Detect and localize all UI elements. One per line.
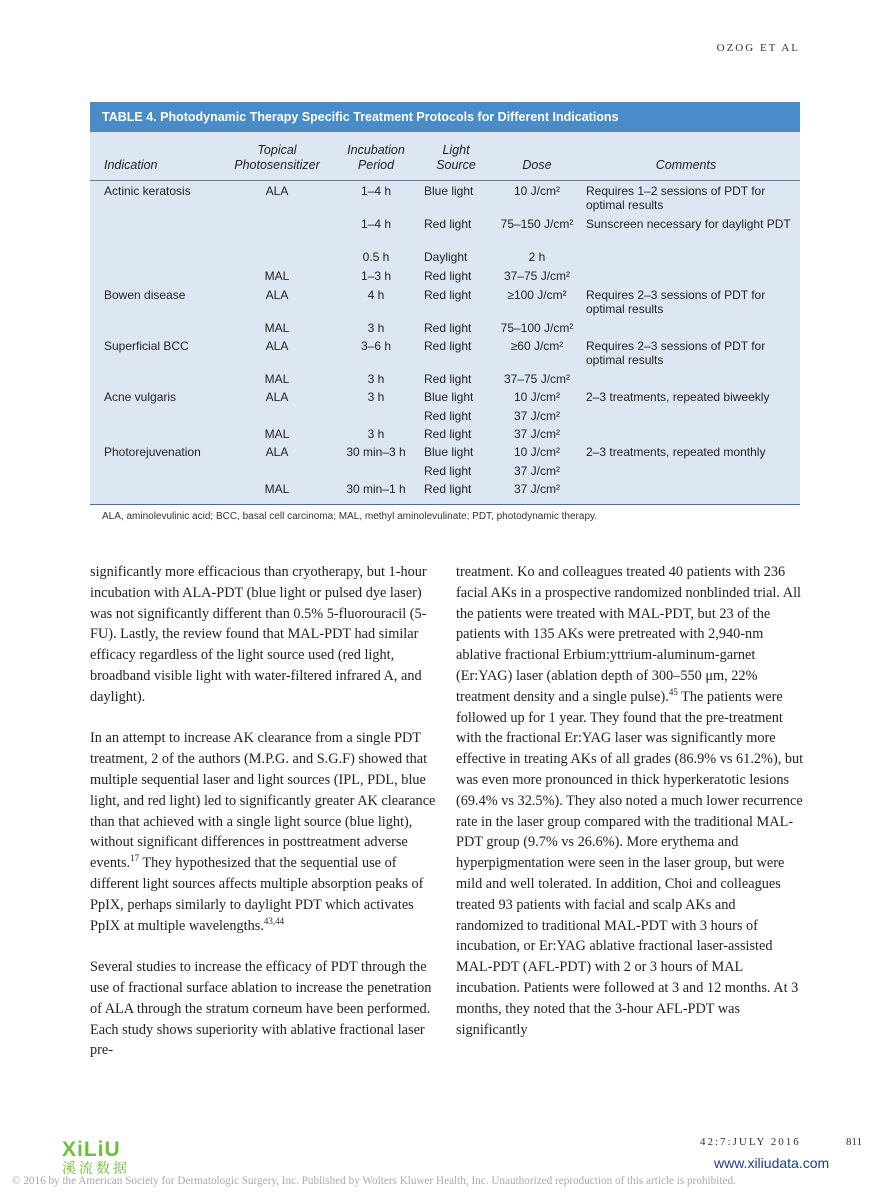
logo-wordmark: XiLiU — [62, 1138, 121, 1161]
table-cell-dose: 37 J/cm² — [513, 427, 560, 441]
table-cell-incubation: 3–6 h — [360, 339, 392, 353]
table-cell-incubation: 3 h — [367, 390, 385, 404]
table-footnote: ALA, aminolevulinic acid; BCC, basal cell carcinoma; MAL, methyl aminolevulinate; PDT, photodynamic therapy. — [102, 511, 598, 522]
table-cell-dose: 37–75 J/cm² — [503, 269, 571, 283]
table-cell-light: Blue light — [424, 184, 474, 198]
table-cell-dose: 37–75 J/cm² — [503, 372, 571, 386]
table-cell-light: Red light — [424, 482, 472, 496]
header-incubation-line1: Incubation — [347, 143, 405, 157]
table-cell-dose: 75–100 J/cm² — [500, 321, 574, 335]
table-cell-light: Daylight — [424, 250, 468, 264]
table-cell-photosensitizer: ALA — [265, 184, 289, 198]
left-paragraph-2: In an attempt to increase AK clearance from a single PDT treatment, 2 of the authors (M.P.G. and S.G.F) showed that multiple sequential laser and light sources (IPL, PDL, blue light, and red light) led to significantly greater AK clearance than that achieved with a single light source (blue light), without significant differences in posttreatment adverse events.$^{17}$ They hypothesized that the sequential use of different light sources affects multiple absorption peaks of PpIX, perhaps similarly to daylight PDT which activates PpIX at multiple wavelengths.$^{43,44}$ — [90, 730, 436, 934]
table-cell-light: Red light — [424, 269, 472, 283]
table-cell-incubation: 1–3 h — [360, 269, 392, 283]
table-cell-light: Red light — [424, 339, 472, 353]
table-cell-photosensitizer: MAL — [264, 427, 290, 441]
table-cell-photosensitizer: ALA — [265, 339, 289, 353]
table-cell-comment: 2–3 treatments, repeated monthly — [586, 445, 766, 459]
header-indication: Indication — [104, 158, 158, 172]
treatment-protocols-table — [90, 102, 800, 530]
table-cell-photosensitizer: ALA — [265, 445, 289, 459]
header-comments: Comments — [655, 158, 717, 172]
table-cell-dose: 37 J/cm² — [513, 464, 560, 478]
header-light-line1: Light — [442, 143, 470, 157]
table-cell-comment: Requires 1–2 sessions of PDT for optimal results — [586, 184, 766, 212]
table-cell-incubation: 30 min–3 h — [346, 445, 406, 459]
table-cell-incubation: 1–4 h — [360, 184, 392, 198]
table-cell-dose: 10 J/cm² — [513, 184, 560, 198]
table-body — [90, 132, 800, 505]
table-cell-dose: 10 J/cm² — [513, 445, 560, 459]
table-cell-incubation: 4 h — [367, 288, 385, 302]
table-cell-photosensitizer: MAL — [264, 372, 290, 386]
header-dose: Dose — [522, 158, 552, 172]
left-paragraph-1: significantly more efficacious than cryotherapy, but 1-hour incubation with ALA-PDT (blue light or pulsed dye laser) was not significantly different than 0.5% 5-fluorouracil (5-FU). Lastly, the review found that MAL-PDT had similar efficacy regardless of the light source used (red light, broadband visible light with water-filtered infrared A, and daylight). — [90, 564, 427, 705]
left-paragraph-3: Several studies to increase the efficacy of PDT through the use of fractional surface ablation to increase the penetration of ALA through the stratum corneum have been performed. Each study shows superiority with ablative fractional laser pre- — [90, 959, 432, 1059]
table-cell-indication: Superficial BCC — [104, 339, 189, 353]
table-cell-light: Red light — [424, 217, 472, 231]
table-cell-comment: Requires 2–3 sessions of PDT for optimal results — [586, 288, 766, 316]
xiliu-logo — [62, 1140, 152, 1180]
header-photosensitizer-line2: Photosensitizer — [234, 158, 320, 172]
citation: 43,44 — [263, 915, 285, 926]
header-incubation-line2: Period — [357, 158, 395, 172]
table-cell-photosensitizer: MAL — [264, 482, 290, 496]
table-cell-incubation: 3 h — [367, 427, 385, 441]
table-cell-dose: 75–150 J/cm² — [500, 217, 574, 231]
table-cell-photosensitizer: ALA — [265, 288, 289, 302]
table-cell-light: Red light — [424, 288, 472, 302]
table-cell-incubation: 30 min–1 h — [346, 482, 406, 496]
right-text-column — [456, 562, 806, 1040]
table-cell-indication: Actinic keratosis — [104, 184, 191, 198]
table-cell-dose: ≥100 J/cm² — [507, 288, 567, 302]
citation: 45 — [668, 687, 678, 698]
logo-chinese: 溪流数据 — [62, 1161, 130, 1177]
table-cell-incubation: 3 h — [367, 321, 385, 335]
left-text-column — [90, 562, 440, 1061]
table-cell-dose: 37 J/cm² — [513, 409, 560, 423]
table-cell-light: Red light — [424, 321, 472, 335]
running-header: OZOG ET AL — [716, 42, 800, 54]
table-cell-dose: 37 J/cm² — [513, 482, 560, 496]
table-cell-light: Red light — [424, 427, 472, 441]
issue-info: 42:7:JULY 2016 — [700, 1136, 801, 1148]
table-cell-photosensitizer: MAL — [264, 321, 290, 335]
copyright-notice: © 2016 by the American Society for Dermatologic Surgery, Inc. Published by Wolters Kluwer Health, Inc. Unauthorized reproduction of this article is prohibited. — [12, 1175, 736, 1187]
table-cell-photosensitizer: MAL — [264, 269, 290, 283]
citation: 17 — [130, 853, 140, 864]
table-cell-light: Blue light — [424, 445, 474, 459]
table-cell-dose: 2 h — [528, 250, 546, 264]
table-cell-photosensitizer: ALA — [265, 390, 289, 404]
table-cell-incubation: 1–4 h — [360, 217, 392, 231]
right-paragraph-1: treatment. Ko and colleagues treated 40 patients with 236 facial AKs in a prospective randomized nonblinded trial. All the patients were treated with MAL-PDT, but 23 of the patients with 135 AKs were pretreated with 2,940-nm ablative fractional Erbium:yttrium-aluminum-garnet (Er:YAG) laser (ablation depth of 300–550 μm, 22% treatment density and a single pulse).$^{45}$ The patients were followed up for 1 year. They found that the pre-treatment with the fractional Er:YAG laser was significantly more effective in treating AKs of all grades (86.9% vs 61.2%), but was even more pronounced in thick hyperkeratotic lesions (69.4% vs 32.5%). They also noted a much lower recurrence rate in the laser group compared with the traditional MAL-PDT group (9.7% vs 26.6%). More erythema and hyperpigmentation were seen in the laser group, but were mild and well tolerated. In addition, Choi and colleagues treated 93 patients with facial and scalp AKs and randomized to traditional MAL-PDT with 3 hours of incubation, or Er:YAG ablative fractional laser-assisted MAL-PDT (AFL-PDT) with 2 or 3 hours of MAL incubation. Patients were followed at 3 and 12 months. At 3 months, they noted that the 3-hour AFL-PDT was significantly — [456, 564, 804, 1038]
table-title: TABLE 4. Photodynamic Therapy Specific Treatment Protocols for Different Indications — [90, 102, 800, 132]
table-cell-incubation: 0.5 h — [362, 250, 390, 264]
table-cell-light: Red light — [424, 464, 472, 478]
table-cell-light: Blue light — [424, 390, 474, 404]
header-photosensitizer-line1: Topical — [257, 143, 297, 157]
table-cell-incubation: 3 h — [367, 372, 385, 386]
table-cell-comment: Sunscreen necessary for daylight PDT — [586, 217, 791, 231]
table-cell-dose: ≥60 J/cm² — [510, 339, 564, 353]
table-cell-comment: 2–3 treatments, repeated biweekly — [586, 390, 770, 404]
header-light-line2: Source — [436, 158, 476, 172]
table-cell-indication: Bowen disease — [104, 288, 186, 302]
header-rule — [90, 180, 800, 181]
table-cell-dose: 10 J/cm² — [513, 390, 560, 404]
page-number: 811 — [846, 1136, 863, 1148]
table-cell-indication: Photorejuvenation — [104, 445, 201, 459]
table-cell-indication: Acne vulgaris — [104, 390, 177, 404]
table-cell-light: Red light — [424, 409, 472, 423]
website-link[interactable]: www.xiliudata.com — [714, 1155, 830, 1171]
table-cell-light: Red light — [424, 372, 472, 386]
table-cell-comment: Requires 2–3 sessions of PDT for optimal results — [586, 339, 766, 367]
